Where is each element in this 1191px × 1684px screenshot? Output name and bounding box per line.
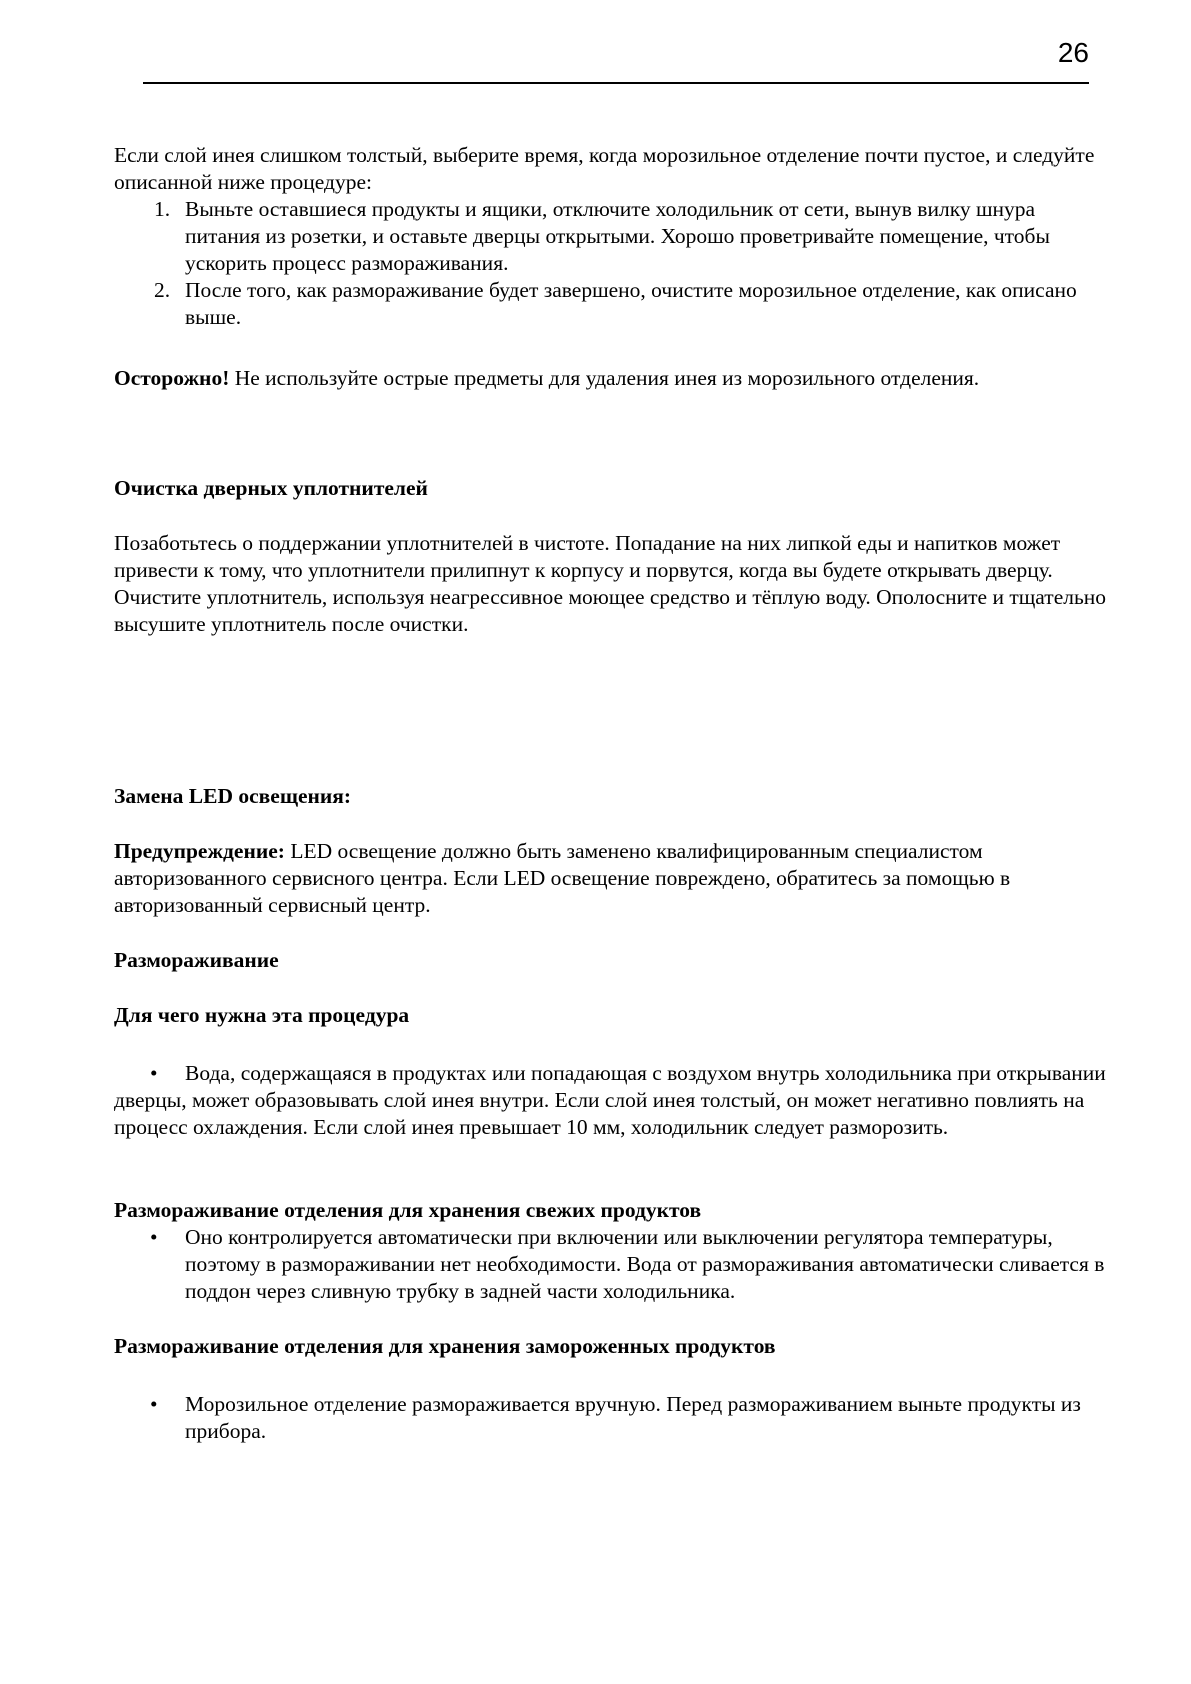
fresh-bullet-text: Оно контролируется автоматически при включении или выключении регулятора температуры, поэтому в размораживании нет необходимости. Вода от размораживания автоматически сливается в поддон через сливную трубку в задней части холодильника. (185, 1225, 1105, 1303)
defrost-heading: Размораживание (114, 948, 279, 972)
step-marker: 1. (154, 197, 171, 221)
caution-paragraph (114, 365, 1114, 392)
step-text: После того, как размораживание будет завершено, очистите морозильное отделение, как описано выше. (185, 278, 1077, 329)
intro-text: Если слой инея слишком толстый, выберите время, когда морозильное отделение почти пустое, и следуйте описанной ниже процедуре: (114, 143, 1095, 194)
door-seals-heading: Очистка дверных уплотнителей (114, 476, 428, 500)
led-heading: Замена LED освещения: (114, 784, 352, 808)
page-number: 26 (1057, 37, 1089, 68)
frozen-heading: Размораживание отделения для хранения замороженных продуктов (114, 1334, 776, 1358)
bullet-icon: • (150, 1392, 158, 1416)
step-marker: 2. (154, 278, 171, 302)
why-heading: Для чего нужна эта процедура (114, 1003, 410, 1027)
step-item (114, 277, 1114, 331)
caution-label: Осторожно! (114, 366, 230, 390)
bullet-icon: • (150, 1225, 158, 1249)
header-rule (143, 82, 1089, 84)
door-seals-text: Позаботьтесь о поддержании уплотнителей в чистоте. Попадание на них липкой еды и напитков может привести к тому, что уплотнители прилипнут к корпусу и порвутся, когда вы будете открывать дверцу. Очистите уплотнитель, используя неагрессивное моющее средство и тёплую воду. Ополосните и тщательно высушите уплотнитель после очистки. (114, 531, 1107, 636)
intro-paragraph (114, 142, 1114, 196)
step-text: Выньте оставшиеся продукты и ящики, отключите холодильник от сети, вынув вилку шнура питания из розетки, и оставьте дверцы открытыми. Хорошо проветривайте помещение, чтобы ускорить процесс размораживания. (185, 197, 1050, 275)
why-bullet-text: Вода, содержащаяся в продуктах или попадающая с воздухом внутрь холодильника при открывании дверцы, может образовывать слой инея внутри. Если слой инея толстый, он может негативно повлиять на процесс охлаждения. Если слой инея превышает 10 мм, холодильник следует разморозить. (114, 1061, 1106, 1139)
door-seals-paragraph (114, 530, 1114, 638)
led-warning-paragraph (114, 838, 1114, 919)
led-warning-label: Предупреждение: (114, 839, 285, 863)
why-bullet (114, 1060, 1114, 1141)
caution-text: Не используйте острые предметы для удаления инея из морозильного отделения. (229, 366, 980, 390)
bullet-icon: • (150, 1061, 158, 1085)
frozen-bullet (114, 1391, 1114, 1445)
step-item (114, 196, 1114, 277)
frozen-bullet-text: Морозильное отделение размораживается вручную. Перед размораживанием выньте продукты из прибора. (185, 1392, 1081, 1443)
numbered-steps (114, 196, 1114, 331)
fresh-bullet (114, 1224, 1114, 1305)
fresh-heading: Размораживание отделения для хранения свежих продуктов (114, 1198, 702, 1222)
led-warning-text: LED освещение должно быть заменено квалифицированным специалистом авторизованного сервисного центра. Если LED освещение повреждено, обратитесь за помощью в авторизованный сервисный центр. (114, 839, 1011, 917)
